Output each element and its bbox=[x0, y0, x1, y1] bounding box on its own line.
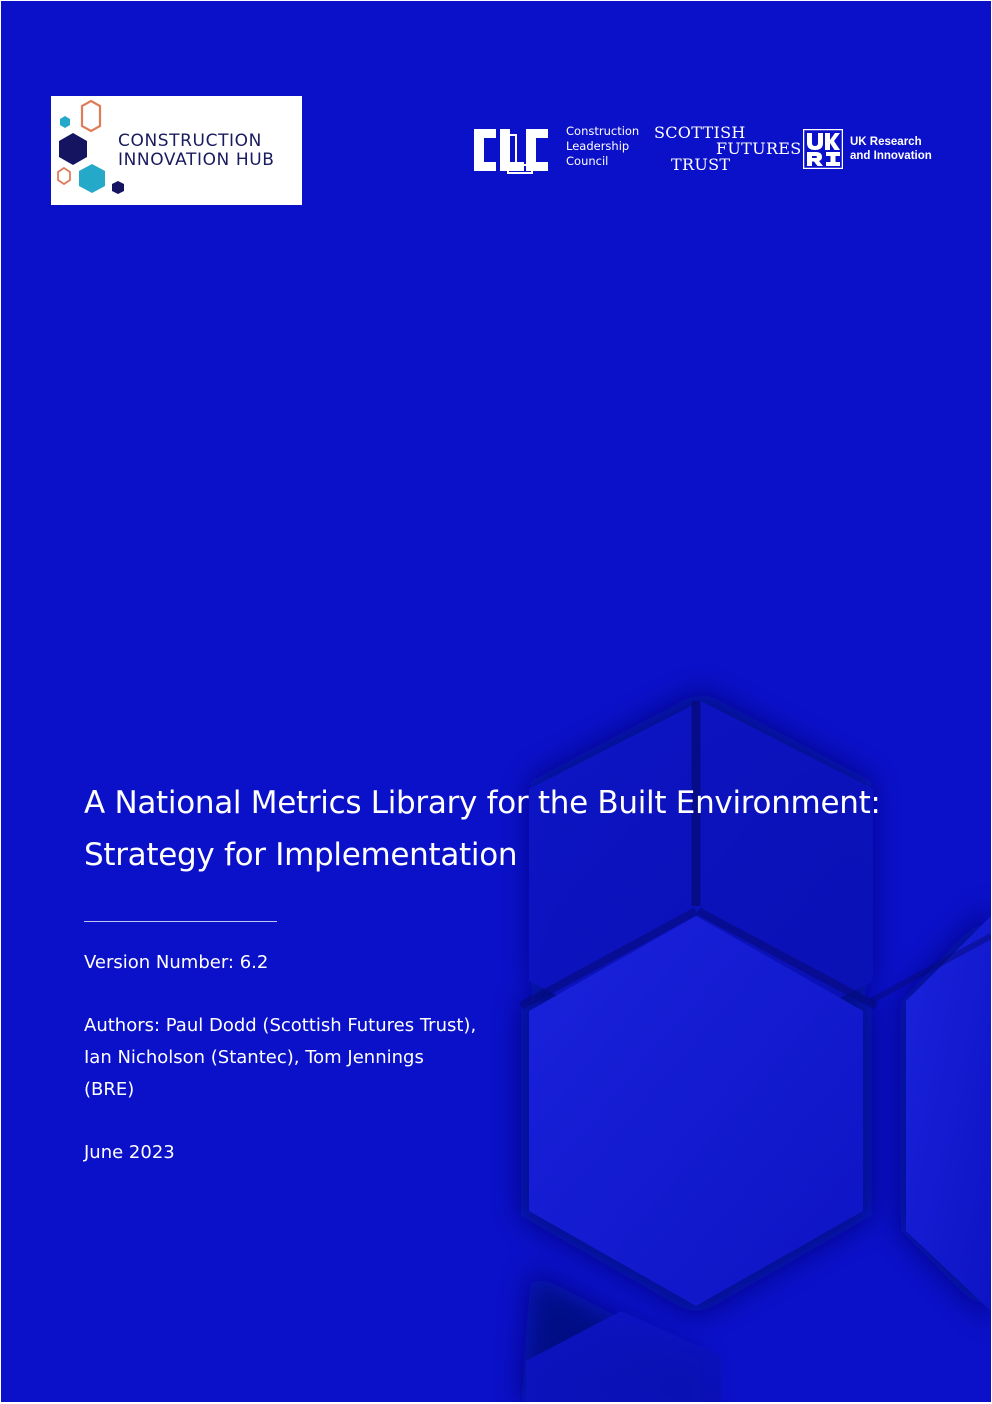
publication-date: June 2023 bbox=[84, 1142, 175, 1163]
authors-line3: (BRE) bbox=[84, 1079, 135, 1100]
authors-line2: Ian Nicholson (Stantec), Tom Jennings bbox=[84, 1047, 424, 1068]
clc-wordmark-line3: Council bbox=[566, 154, 609, 168]
document-title-line2: Strategy for Implementation bbox=[84, 837, 518, 873]
clc-logo-icon bbox=[472, 125, 550, 175]
scottish-futures-trust-logo bbox=[654, 123, 802, 179]
cih-wordmark-line2: INNOVATION HUB bbox=[118, 150, 275, 170]
version-number: Version Number: 6.2 bbox=[84, 952, 269, 973]
clc-logo-wordmark bbox=[566, 124, 639, 169]
clc-wordmark-line2: Leadership bbox=[566, 139, 630, 153]
sft-wordmark-line1: SCOTTISH bbox=[654, 123, 746, 142]
authors-block bbox=[84, 1010, 476, 1106]
sft-wordmark-line2: FUTURES bbox=[716, 139, 802, 158]
cover-page bbox=[1, 1, 991, 1402]
ukri-wordmark-line1: UK Research bbox=[850, 136, 922, 148]
authors-line1: Authors: Paul Dodd (Scottish Futures Trust), bbox=[84, 1015, 477, 1036]
sft-wordmark-line3: TRUST bbox=[671, 155, 731, 174]
hexagon-background-art bbox=[1, 1, 991, 1402]
document-title-line1: A National Metrics Library for the Built Environment: bbox=[84, 785, 881, 821]
construction-innovation-hub-logo bbox=[51, 96, 302, 205]
ukri-logo-wordmark bbox=[850, 135, 932, 163]
cih-wordmark-line1: CONSTRUCTION bbox=[118, 131, 262, 151]
ukri-wordmark-line2: and Innovation bbox=[850, 150, 932, 162]
clc-wordmark-line1: Construction bbox=[566, 124, 640, 138]
ukri-logo-icon bbox=[803, 129, 843, 169]
document-title bbox=[84, 777, 944, 881]
cih-logo-wordmark bbox=[118, 132, 275, 170]
title-divider bbox=[84, 921, 277, 922]
